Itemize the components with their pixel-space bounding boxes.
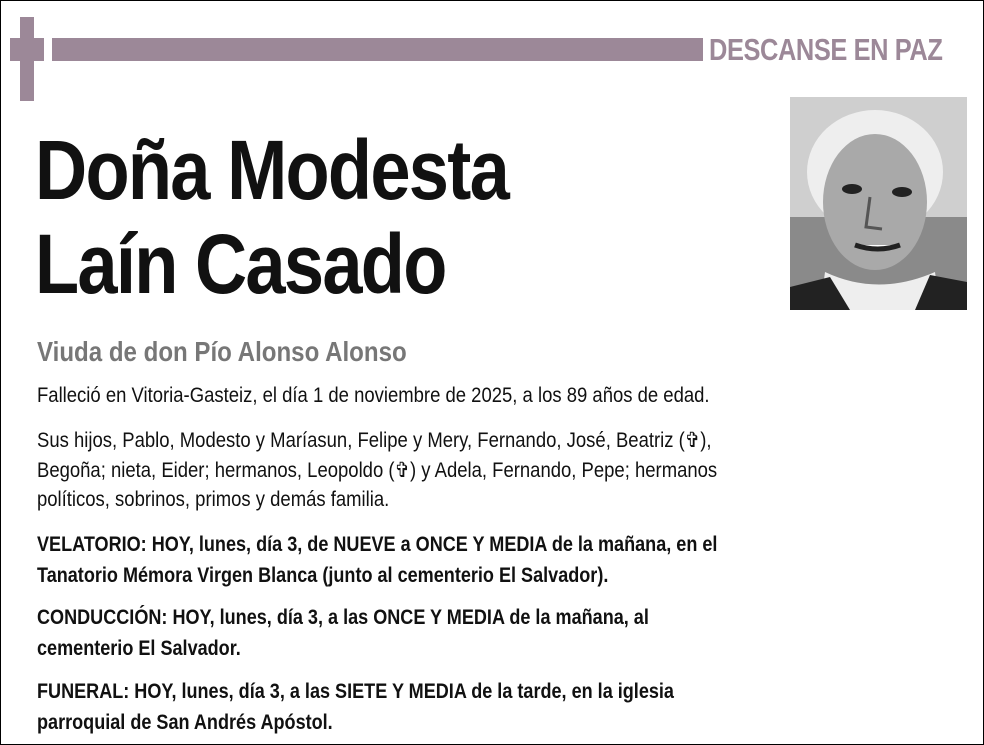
header-label: DESCANSE EN PAZ — [709, 32, 943, 67]
velatorio-line: Tanatorio Mémora Virgen Blanca (junto al cementerio El Salvador). — [37, 564, 609, 587]
family-line: Begoña; nieta, Eider; hermanos, Leopoldo (✞) y Adela, Fernando, Pepe; hermanos — [37, 459, 718, 482]
conduccion-line: CONDUCCIÓN: HOY, lunes, día 3, a las ONCE Y MEDIA de la mañana, al — [37, 606, 649, 629]
family-line: Sus hijos, Pablo, Modesto y Maríasun, Felipe y Mery, Fernando, José, Beatriz (✞), — [37, 429, 712, 452]
family-line: políticos, sobrinos, primos y demás familia. — [37, 488, 390, 511]
death-notice: Falleció en Vitoria-Gasteiz, el día 1 de noviembre de 2025, a los 89 años de edad. — [37, 384, 710, 407]
funeral-line: parroquial de San Andrés Apóstol. — [37, 711, 333, 734]
deceased-name-line2: Laín Casado — [35, 217, 446, 311]
velatorio-line: VELATORIO: HOY, lunes, día 3, de NUEVE a ONCE Y MEDIA de la mañana, en el — [37, 533, 718, 556]
conduccion-line: cementerio El Salvador. — [37, 637, 241, 660]
cross-icon-arm — [10, 38, 44, 61]
deceased-name-line1: Doña Modesta — [35, 123, 509, 217]
deceased-subtitle: Viuda de don Pío Alonso Alonso — [37, 336, 407, 367]
funeral-line: FUNERAL: HOY, lunes, día 3, a las SIETE Y MEDIA de la tarde, en la iglesia — [37, 680, 674, 703]
header-band — [52, 38, 703, 61]
deceased-photo — [790, 97, 967, 310]
